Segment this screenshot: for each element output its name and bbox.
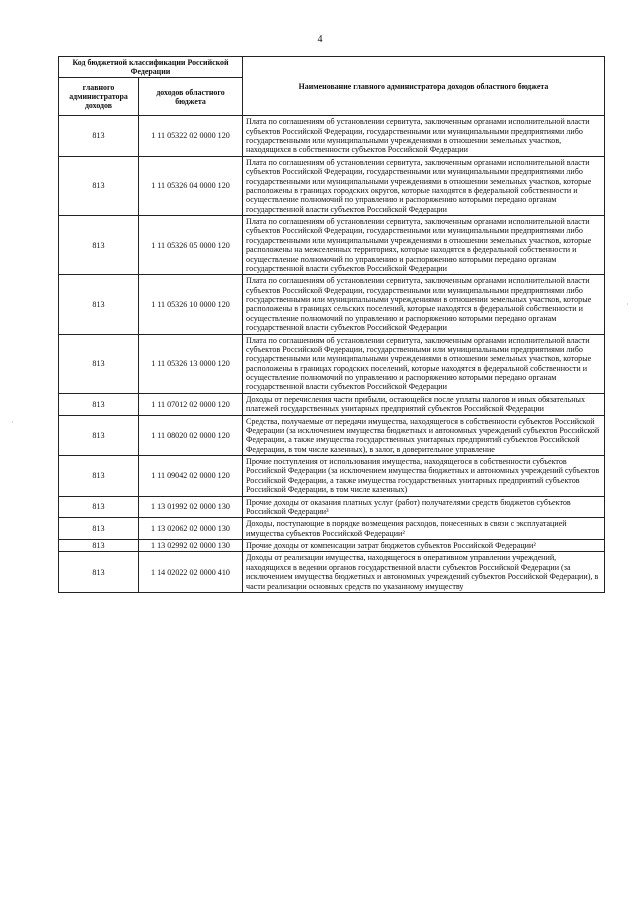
table-row bbox=[59, 415, 605, 456]
revenue-name-cell: Прочие поступления от использования имущества, находящегося в собственности субъектов Российской Федерации (за исключением имущества бюджетных и автономных учреждений субъектов Российской Федерации, а также имущества государственных унитарных предприятий субъектов Российской Федерации, в том числе казенных) bbox=[243, 456, 605, 497]
table-body bbox=[59, 116, 605, 593]
table-row bbox=[59, 216, 605, 275]
revenue-name-cell: Доходы, поступающие в порядке возмещения расходов, понесенных в связи с эксплуатацией имущества субъектов Российской Федерации² bbox=[243, 518, 605, 540]
revenue-code-cell: 1 11 05326 05 0000 120 bbox=[139, 216, 243, 275]
table-row bbox=[59, 393, 605, 415]
revenue-name-cell: Прочие доходы от оказания платных услуг (работ) получателями средств бюджетов субъектов Российской Федерации³ bbox=[243, 496, 605, 518]
header-main-administrator: главного администратора доходов bbox=[59, 78, 139, 116]
admin-code-cell: 813 bbox=[59, 518, 139, 540]
revenue-code-cell: 1 11 05326 10 0000 120 bbox=[139, 275, 243, 334]
admin-code-cell: 813 bbox=[59, 496, 139, 518]
revenue-code-cell: 1 11 09042 02 0000 120 bbox=[139, 456, 243, 497]
revenue-name-cell: Прочие доходы от компенсации затрат бюджетов субъектов Российской Федерации² bbox=[243, 540, 605, 552]
revenue-name-cell: Средства, получаемые от передачи имущества, находящегося в собственности субъектов Российской Федерации (за исключением имущества бюджетных и автономных учреждений субъектов Российской Федерации, а также имущества государственных унитарных предприятий субъектов Российской Федерации, в том числе казенных), в залог, в доверительное управление bbox=[243, 415, 605, 456]
revenue-name-cell: Доходы от реализации имущества, находящегося в оперативном управлении учреждений, находящихся в ведении органов государственной власти субъектов Российской Федерации (за исключением имущества бюджетных и автономных учреждений субъектов Российской Федерации), в части реализации основных средств по указанному имуществу bbox=[243, 552, 605, 593]
header-administrator-name: Наименование главного администратора доходов областного бюджета bbox=[243, 57, 605, 116]
admin-code-cell: 813 bbox=[59, 552, 139, 593]
revenue-code-cell: 1 11 05322 02 0000 120 bbox=[139, 116, 243, 157]
revenue-code-cell: 1 11 08020 02 0000 120 bbox=[139, 415, 243, 456]
scan-speck: · bbox=[11, 418, 14, 427]
table-row bbox=[59, 334, 605, 393]
table-row bbox=[59, 552, 605, 593]
admin-code-cell: 813 bbox=[59, 540, 139, 552]
revenue-code-cell: 1 13 02062 02 0000 130 bbox=[139, 518, 243, 540]
admin-code-cell: 813 bbox=[59, 456, 139, 497]
admin-code-cell: 813 bbox=[59, 156, 139, 215]
revenue-name-cell: Доходы от перечисления части прибыли, остающейся после уплаты налогов и иных обязательных платежей государственных унитарных предприятий субъектов Российской Федерации bbox=[243, 393, 605, 415]
table-row bbox=[59, 518, 605, 540]
revenue-code-cell: 1 13 01992 02 0000 130 bbox=[139, 496, 243, 518]
budget-revenue-table bbox=[58, 56, 605, 593]
revenue-name-cell: Плата по соглашениям об установлении сервитута, заключенным органами исполнительной власти субъектов Российской Федерации, государственными или муниципальными предприятиями либо государственными или муниципальными учреждениями в отношении земельных участков, которые расположены в границах городских поселений, которые находятся в федеральной собственности и осуществление полномочий по управлению и распоряжению которыми передано органам государственной власти субъектов Российской Федерации bbox=[243, 334, 605, 393]
table-row bbox=[59, 275, 605, 334]
revenue-name-cell: Плата по соглашениям об установлении сервитута, заключенным органами исполнительной власти субъектов Российской Федерации, государственными или муниципальными предприятиями либо государственными или муниципальными учреждениями в отношении земельных участков, которые расположены на межселенных территориях, которые находятся в федеральной собственности и осуществление полномочий по управлению и распоряжению которыми передано органам государственной власти субъектов Российской Федерации bbox=[243, 216, 605, 275]
admin-code-cell: 813 bbox=[59, 334, 139, 393]
table-row bbox=[59, 496, 605, 518]
table-row bbox=[59, 116, 605, 157]
revenue-name-cell: Плата по соглашениям об установлении сервитута, заключенным органами исполнительной власти субъектов Российской Федерации, государственными или муниципальными предприятиями либо государственными или муниципальными учреждениями в отношении земельных участков, которые расположены в границах сельских поселений, которые находятся в федеральной собственности и осуществление полномочий по управлению и распоряжению которыми передано органам государственной власти субъектов Российской Федерации bbox=[243, 275, 605, 334]
admin-code-cell: 813 bbox=[59, 216, 139, 275]
admin-code-cell: 813 bbox=[59, 116, 139, 157]
table-row bbox=[59, 540, 605, 552]
header-classification-code: Код бюджетной классификации Российской Федерации bbox=[59, 57, 243, 78]
revenue-code-cell: 1 11 07012 02 0000 120 bbox=[139, 393, 243, 415]
table-row bbox=[59, 156, 605, 215]
revenue-code-cell: 1 13 02992 02 0000 130 bbox=[139, 540, 243, 552]
revenue-code-cell: 1 11 05326 04 0000 120 bbox=[139, 156, 243, 215]
revenue-code-cell: 1 11 05326 13 0000 120 bbox=[139, 334, 243, 393]
revenue-code-cell: 1 14 02022 02 0000 410 bbox=[139, 552, 243, 593]
revenue-name-cell: Плата по соглашениям об установлении сервитута, заключенным органами исполнительной власти субъектов Российской Федерации, государственными или муниципальными предприятиями либо государственными или муниципальными учреждениями в отношении земельных участков, которые расположены в границах городских округов, которые находятся в федеральной собственности и осуществление полномочий по управлению и распоряжению которыми передано органам государственной власти субъектов Российской Федерации bbox=[243, 156, 605, 215]
header-revenue-code: доходов областного бюджета bbox=[139, 78, 243, 116]
admin-code-cell: 813 bbox=[59, 415, 139, 456]
table-row bbox=[59, 456, 605, 497]
admin-code-cell: 813 bbox=[59, 275, 139, 334]
page-number: 4 bbox=[317, 34, 323, 45]
scan-speck: · bbox=[626, 300, 629, 309]
table-header bbox=[59, 57, 605, 116]
admin-code-cell: 813 bbox=[59, 393, 139, 415]
revenue-name-cell: Плата по соглашениям об установлении сервитута, заключенным органами исполнительной власти субъектов Российской Федерации, государственными или муниципальными предприятиями либо государственными или муниципальными учреждениями в отношении земельных участков, находящихся в собственности субъектов Российской Федерации bbox=[243, 116, 605, 157]
